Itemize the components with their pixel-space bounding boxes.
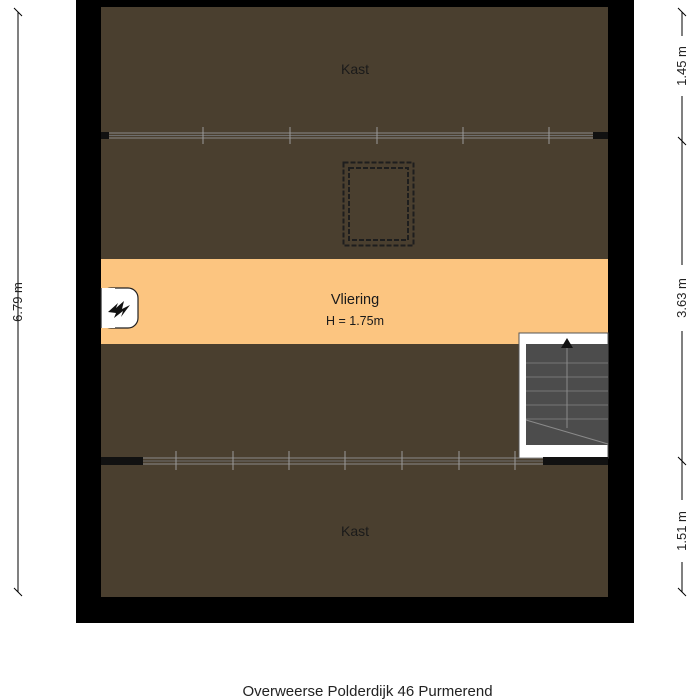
room-label-top: Kast [340, 61, 370, 77]
room-label-bottom: Kast [340, 523, 370, 539]
room-label-vliering: Vliering [330, 292, 380, 308]
boiler-icon [101, 288, 138, 328]
address-caption: Overweerse Polderdijk 46 Purmerend [242, 683, 493, 700]
dimension-right-middle: 3.63 m [674, 278, 689, 318]
dimension-left-total: 6.79 m [10, 282, 25, 322]
staircase [519, 333, 608, 458]
dimension-right-top: 1.45 m [674, 46, 689, 86]
room-height-note: H = 1.75m [325, 314, 385, 328]
dimension-right-bottom: 1.51 m [674, 511, 689, 551]
